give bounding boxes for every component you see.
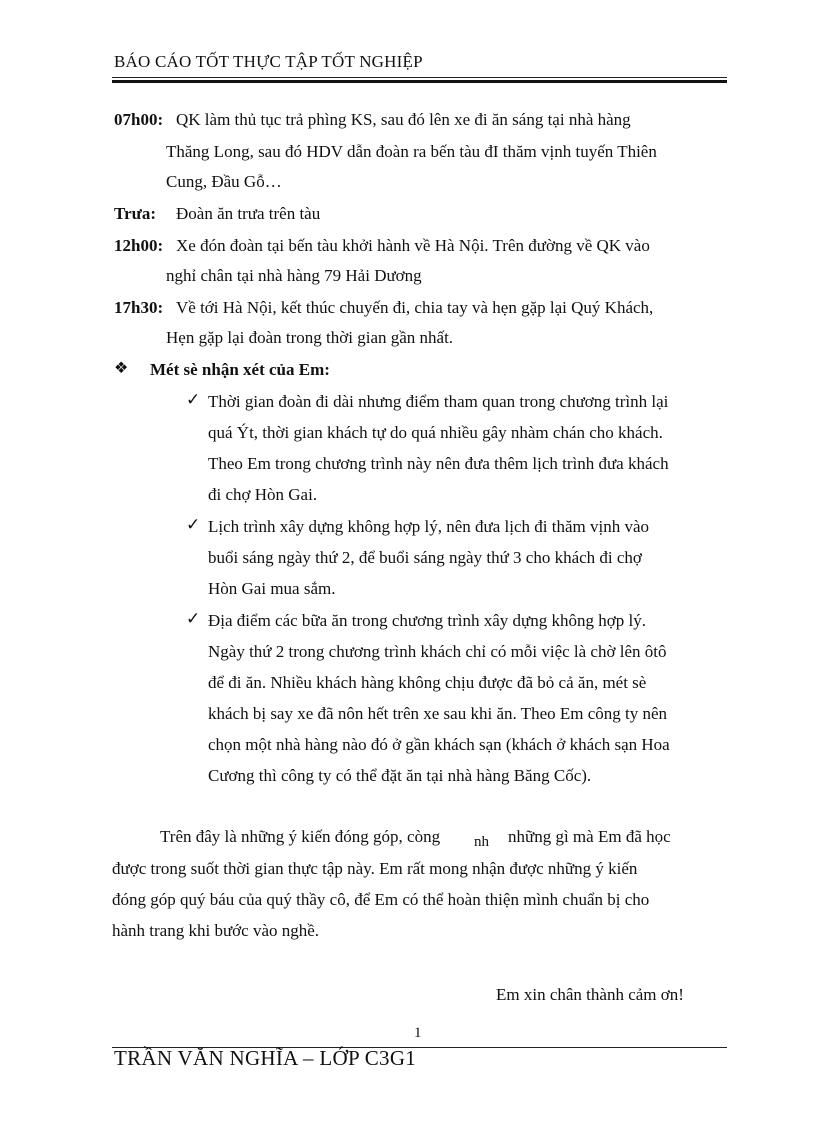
- remark-text: khách bị say xe đã nôn hết trên xe sau khi ăn. Theo Em công ty nên: [208, 704, 668, 723]
- schedule-time: 17h30:: [114, 298, 164, 317]
- closing-text: Trên đây là những ý kiến đóng góp, còng: [160, 827, 441, 846]
- remark-text: Ngày thứ 2 trong chương trình khách chỉ có mỗi việc là chờ lên ôtô: [208, 642, 667, 661]
- remark-text: Hòn Gai mua sắm.: [208, 579, 336, 598]
- page-header-title: BÁO CÁO TỐT THỰC TẬP TỐT NGHIỆP: [114, 52, 423, 71]
- schedule-text: Hẹn gặp lại đoàn trong thời gian gần nhất.: [166, 328, 454, 347]
- check-icon: ✓: [186, 609, 201, 628]
- closing-text: đóng góp quý báu của quý thầy cô, để Em có thể hoàn thiện mình chuẩn bị cho: [112, 890, 650, 909]
- closing-text: hành trang khi bước vào nghề.: [112, 921, 320, 940]
- remark-text: Lịch trình xây dựng không hợp lý, nên đưa lịch đi thăm vịnh vào: [208, 517, 650, 536]
- schedule-time: 07h00:: [114, 110, 164, 129]
- schedule-text: Về tới Hà Nội, kết thúc chuyến đi, chia tay và hẹn gặp lại Quý Khách,: [176, 298, 654, 317]
- remark-text: Theo Em trong chương trình này nên đưa thêm lịch trình đưa khách: [208, 454, 669, 473]
- schedule-text: QK làm thủ tục trả phìng KS, sau đó lên xe đi ăn sáng tại nhà hàng: [176, 110, 631, 129]
- remark-text: để đi ăn. Nhiều khách hàng không chịu được đã bỏ cả ăn, mét sè: [208, 673, 647, 692]
- remark-text: quá Ýt, thời gian khách tự do quá nhiều gây nhàm chán cho khách.: [208, 423, 663, 442]
- check-icon: ✓: [186, 390, 201, 409]
- schedule-text: Đoàn ăn trưa trên tàu: [176, 204, 321, 223]
- schedule-text: Cung, Đầu Gỗ…: [166, 172, 282, 191]
- schedule-text: Xe đón đoàn tại bến tàu khởi hành về Hà Nội. Trên đường về QK vào: [176, 236, 650, 255]
- schedule-time: Trưa:: [114, 204, 156, 223]
- closing-text: được trong suốt thời gian thực tập này. Em rất mong nhận được những ý kiến: [112, 859, 638, 878]
- remark-text: Cương thì công ty có thể đặt ăn tại nhà hàng Băng Cốc).: [208, 766, 592, 785]
- thanks-text: Em xin chân thành cảm ơn!: [496, 985, 684, 1004]
- remark-text: chọn một nhà hàng nào đó ở gần khách sạn (khách ở khách sạn Hoa: [208, 735, 670, 754]
- closing-text: những gì mà Em đã học: [508, 827, 671, 846]
- remark-text: đi chợ Hòn Gai.: [208, 485, 318, 504]
- footer-author: TRẦN VĂN NGHĨA – LỚP C3G1: [114, 1046, 417, 1070]
- closing-subscript: nh: [474, 834, 489, 850]
- schedule-time: 12h00:: [114, 236, 164, 255]
- remarks-heading: Mét sè nhận xét của Em:: [150, 360, 330, 379]
- remark-text: Địa điểm các bữa ăn trong chương trình xây dựng không hợp lý.: [208, 611, 646, 630]
- remark-text: buổi sáng ngày thứ 2, để buổi sáng ngày thứ 3 cho khách đi chợ: [208, 548, 642, 567]
- diamond-bullet-icon: ❖: [114, 360, 129, 377]
- page-number: 1: [414, 1025, 422, 1041]
- schedule-text: nghỉ chân tại nhà hàng 79 Hải Dương: [166, 266, 422, 285]
- header-rule-thin: [112, 77, 727, 78]
- check-icon: ✓: [186, 515, 201, 534]
- schedule-text: Thăng Long, sau đó HDV dẫn đoàn ra bến tàu đI thăm vịnh tuyến Thiên: [166, 142, 657, 161]
- remark-text: Thời gian đoàn đi dài nhưng điểm tham quan trong chương trình lại: [208, 392, 669, 411]
- header-rule-thick: [112, 80, 727, 83]
